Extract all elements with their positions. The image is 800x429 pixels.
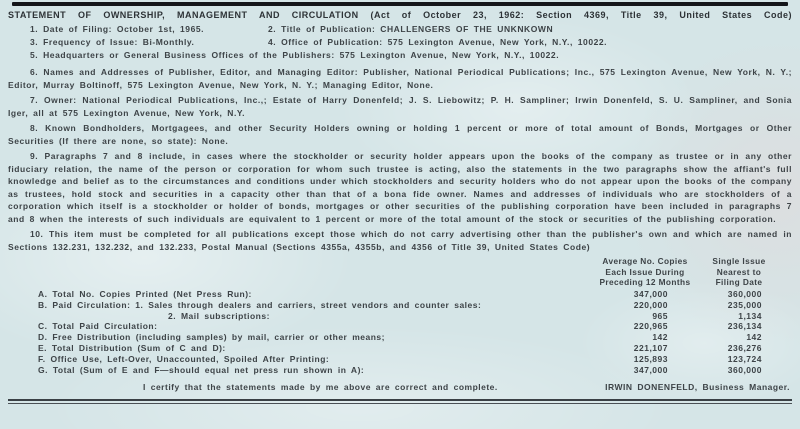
row-avg-value: 220,965 [633,321,668,332]
frequency-of-issue: 3. Frequency of Issue: Bi-Monthly. [30,37,195,47]
frequency-line [8,36,792,49]
single-header-line3: Filing Date [715,277,763,288]
office-of-publication: 4. Office of Publication: 575 Lexington Avenue, New York, N.Y., 10022. [268,37,608,47]
row-single-value: 236,134 [727,321,762,332]
row-label: E. Total Distribution (Sum of C and D): [38,342,226,353]
table-row-total-printed [8,289,792,300]
top-rule [12,2,788,6]
certification-line [8,381,792,393]
bondholders-paragraph: 8. Known Bondholders, Mortgagees, and other Security Holders owning or holding 1 percent or more of total amount of Bonds, Mortgages or Other Securities (If there are none, so state): None. [8,123,792,146]
row-avg-value: 142 [652,332,668,343]
fiduciary-paragraph: 9. Paragraphs 7 and 8 include, in cases where the stockholder or security holder appears upon the books of the company as trustee or in any other fiduciary relation, the name of the person or corporation for whom such trustee is acting, also the statements in the two paragraphs show the affiant's full knowledge and belief as to the circumstances and conditions under which stockholders and security holders who do not appear upon the books of the company as trustees, hold stock and securities in a capacity other than that of a bona fide owner. Names and addresses of individuals who are stockholders of a corporation which itself is a stockholder or holder of bonds, mortgages or other securities of the publishing corporation have been included in paragraphs 7 and 8 when the interests of such individuals are equivalent to 1 percent or more of the total amount of the stock or securities of the publishing corporation. [8,151,792,224]
row-single-value: 142 [746,332,762,343]
date-of-filing: 1. Date of Filing: October 1st, 1965. [30,24,205,34]
table-row-office-use [8,354,792,365]
row-label: 2. Mail subscriptions: [168,310,270,321]
table-row-paid-dealers [8,300,792,311]
row-single-value: 123,724 [727,353,762,364]
single-issue-column-header [694,256,784,288]
row-label: D. Free Distribution (including samples) by mail, carrier or other means; [38,332,385,343]
single-header-line2: Nearest to [716,266,762,277]
publisher-editor-paragraph: 6. Names and Addresses of Publisher, Editor, and Managing Editor: Publisher, National Periodical Publications; Inc., 575 Lexington Avenue, New York, N. Y.; Editor, Murray Boltinoff, 575 Lexington Avenue, New York, N. Y.; Managing Editor, None. [8,67,792,90]
avg-header-line2: Each Issue During [605,266,685,277]
row-single-value: 360,000 [727,289,762,299]
table-row-total-distribution [8,343,792,354]
row-avg-value: 220,000 [633,299,668,310]
row-avg-value: 221,107 [633,342,668,353]
avg-header-line1: Average No. Copies [602,256,688,266]
completion-requirement-paragraph: 10. This item must be completed for all publications except those which do not carry advertising other than the publisher's own and which are named in Sections 132.231, 132.232, and 132.233, Postal Manual (Sections 4355a, 4355b, and 4356 of Title 39, United States Code) [8,229,792,252]
owner-paragraph: 7. Owner: National Periodical Publications, Inc.,; Estate of Harry Donenfeld; J. S. Liebowitz; P. H. Sampliner; Irwin Donenfeld, S. U. Sampliner, and Sonia Iger, all at 575 Lexington Avenue, New York, N.Y. [8,95,792,118]
circulation-table-headers [8,256,792,289]
bottom-double-rule [8,399,792,404]
filing-line [8,23,792,36]
row-avg-value: 125,893 [633,353,668,364]
ownership-statement-page [0,2,800,404]
row-avg-value: 347,000 [633,289,668,299]
certification-signature: IRWIN DONENFELD, Business Manager. [605,382,790,393]
row-avg-value: 965 [652,310,668,321]
row-label: B. Paid Circulation: 1. Sales through dealers and carriers, street vendors and counter sales: [38,299,482,310]
title-of-publication: 2. Title of Publication: CHALLENGERS OF THE UNKNKOWN [268,24,554,34]
circulation-table [8,289,792,375]
avg-header-line3: Preceding 12 Months [599,277,691,288]
row-label: F. Office Use, Left-Over, Unaccounted, Spoiled After Printing: [38,353,330,364]
row-label: A. Total No. Copies Printed (Net Press Run): [38,289,252,299]
single-header-line1: Single Issue [712,256,766,266]
headquarters-line: 5. Headquarters or General Business Offices of the Publishers: 575 Lexington Avenue, New York, N.Y., 10022. [30,50,560,60]
document-title: STATEMENT OF OWNERSHIP, MANAGEMENT AND CIRCULATION (Act of October 23, 1962: Section 4369, Title 39, United States Code) [8,10,792,20]
table-row-mail-subscriptions [8,311,792,322]
row-label: G. Total (Sum of E and F—should equal net press run shown in A): [38,364,365,375]
table-row-total-paid [8,321,792,332]
row-avg-value: 347,000 [633,364,668,375]
row-single-value: 1,134 [738,310,762,321]
row-single-value: 360,000 [727,364,762,375]
row-single-value: 235,000 [727,299,762,310]
row-single-value: 236,276 [727,342,762,353]
certification-statement: I certify that the statements made by me above are correct and complete. [143,382,498,393]
row-label: C. Total Paid Circulation: [38,321,158,332]
table-row-free-distribution [8,332,792,343]
table-row-grand-total [8,365,792,376]
